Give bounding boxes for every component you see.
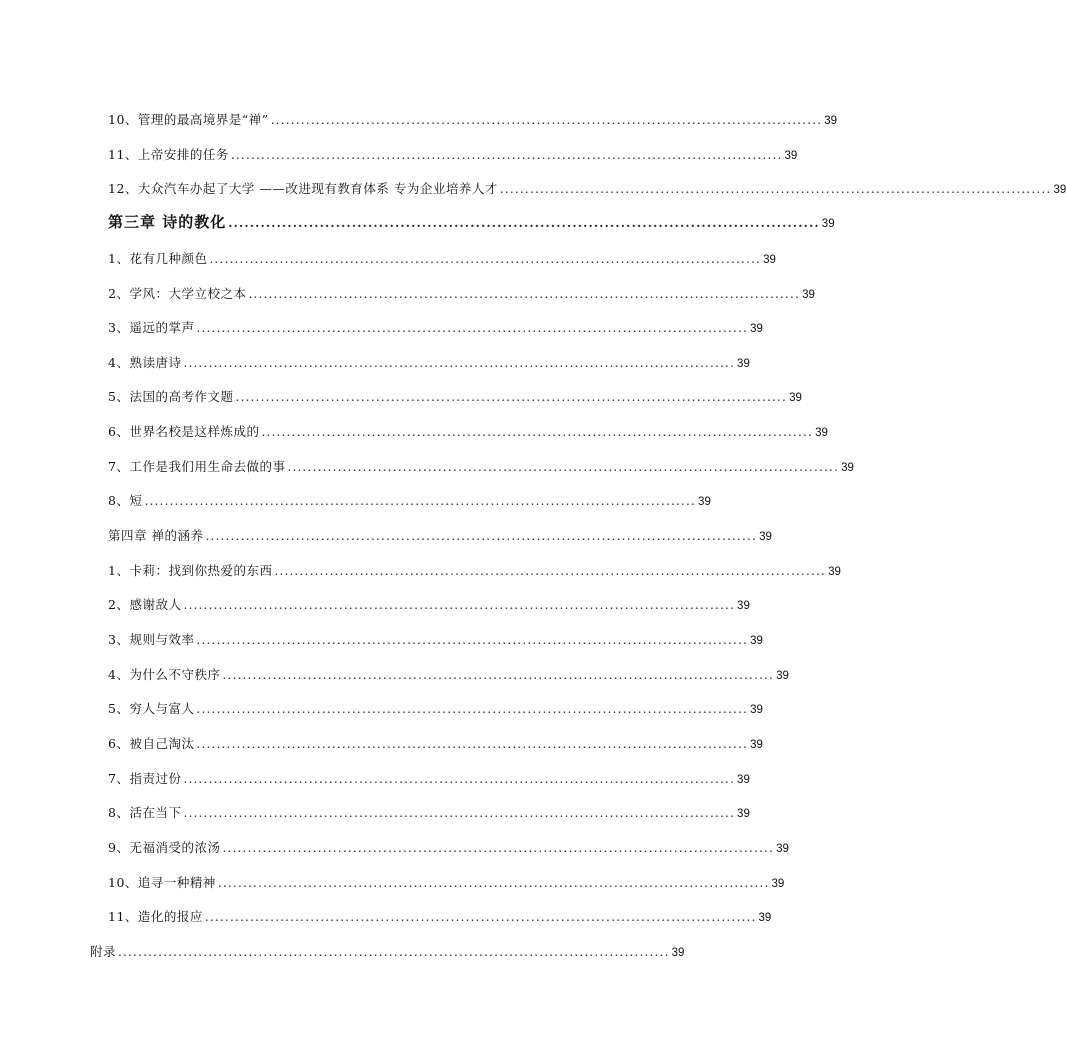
toc-entry-title: 7、工作是我们用生命去做的事: [108, 459, 286, 474]
toc-entry-title: 3、遥远的掌声: [108, 320, 195, 335]
toc-page-number: 39: [759, 531, 772, 543]
toc-page-number: 39: [698, 496, 711, 508]
toc-leader-dots: ..............................................................................................................: [235, 390, 788, 404]
toc-entry[interactable]: [108, 493, 711, 510]
toc-leader-dots: ..............................................................................................................: [230, 148, 783, 162]
toc-entry[interactable]: [108, 736, 763, 753]
toc-leader-dots: ..............................................................................................................: [248, 287, 801, 301]
toc-leader-dots: ..............................................................................................................: [118, 945, 670, 959]
toc-page-number: 39: [737, 774, 750, 786]
toc-entry[interactable]: [108, 875, 785, 892]
toc-page-number: 39: [789, 392, 802, 404]
toc-entry-title: 2、学风：大学立校之本: [108, 286, 247, 301]
toc-chapter-title: 第三章 诗的教化: [108, 213, 227, 231]
toc-entry-title: 3、规则与效率: [108, 632, 195, 647]
toc-entry[interactable]: [108, 320, 763, 337]
toc-leader-dots: ..............................................................................................................: [183, 806, 736, 820]
toc-page-number: 39: [737, 358, 750, 370]
toc-entry-title: 12、大众汽车办起了大学 ——改进现有教育体系 专为企业培养人才: [108, 181, 498, 196]
toc-page-number: 39: [821, 218, 835, 230]
toc-entry[interactable]: [108, 355, 750, 372]
toc-leader-dots: ..............................................................................................................: [209, 252, 762, 266]
toc-leader-dots: ..............................................................................................................: [499, 182, 1052, 196]
toc-entry-title: 11、上帝安排的任务: [108, 147, 229, 162]
toc-entry-title: 5、穷人与富人: [108, 701, 195, 716]
toc-leader-dots: ..............................................................................................................: [196, 737, 749, 751]
toc-page-number: 39: [763, 254, 776, 266]
toc-entry[interactable]: [108, 459, 854, 476]
toc-entry[interactable]: [108, 147, 798, 164]
toc-leader-dots: ..............................................................................................................: [196, 321, 749, 335]
toc-entry[interactable]: [108, 840, 789, 857]
toc-appendix[interactable]: [90, 944, 685, 961]
toc-entry-title: 10、管理的最高境界是“禅”: [108, 112, 269, 127]
toc-entry-title: 6、被自己淘汰: [108, 736, 195, 751]
toc-leader-dots: ..............................................................................................................: [228, 216, 820, 230]
toc-entry[interactable]: [108, 424, 828, 441]
toc-leader-dots: ..............................................................................................................: [196, 702, 749, 716]
toc-entry[interactable]: [108, 251, 776, 268]
toc-entry-title: 4、熟读唐诗: [108, 355, 182, 370]
toc-entry[interactable]: [108, 112, 838, 129]
toc-entry-title: 1、卡莉：找到你热爱的东西: [108, 563, 273, 578]
toc-page-number: 39: [750, 323, 763, 335]
toc-leader-dots: ..............................................................................................................: [183, 772, 736, 786]
toc-chapter[interactable]: [108, 213, 835, 232]
toc-entry-title: 1、花有几种颜色: [108, 251, 208, 266]
toc-leader-dots: ..............................................................................................................: [222, 841, 775, 855]
toc-entry-title: 8、短: [108, 493, 143, 508]
toc-page-number: 39: [776, 843, 789, 855]
toc-entry[interactable]: [108, 181, 1066, 198]
toc-leader-dots: ..............................................................................................................: [205, 529, 758, 543]
toc-entry[interactable]: [108, 563, 841, 580]
toc-chapter-title: 第四章 禅的涵养: [108, 528, 204, 543]
toc-entry[interactable]: [108, 632, 763, 649]
toc-page-number: 39: [750, 704, 763, 716]
toc-leader-dots: ..............................................................................................................: [287, 460, 840, 474]
toc-entry[interactable]: [108, 389, 802, 406]
toc-page-number: 39: [784, 150, 798, 162]
toc-page-number: 39: [1053, 184, 1066, 196]
toc-entry[interactable]: [108, 286, 815, 303]
toc-leader-dots: ..............................................................................................................: [217, 876, 770, 890]
toc-page-number: 39: [841, 462, 854, 474]
toc-page-number: 39: [815, 427, 828, 439]
toc-entry[interactable]: [108, 805, 750, 822]
toc-page-number: 39: [802, 289, 815, 301]
toc-entry-title: 11、造化的报应: [108, 909, 203, 924]
toc-leader-dots: ..............................................................................................................: [196, 633, 749, 647]
toc-page-number: 39: [737, 600, 750, 612]
toc-leader-dots: ..............................................................................................................: [204, 910, 757, 924]
toc-page-number: 39: [750, 635, 763, 647]
toc-entry[interactable]: [108, 771, 750, 788]
toc-entry-title: 8、活在当下: [108, 805, 182, 820]
toc-page-number: 39: [824, 115, 838, 127]
toc-appendix-title: 附录: [90, 944, 117, 959]
toc-entry[interactable]: [108, 909, 772, 926]
toc-entry-title: 9、无福消受的浓汤: [108, 840, 221, 855]
toc-page-number: 39: [737, 808, 750, 820]
toc-leader-dots: ..............................................................................................................: [274, 564, 827, 578]
toc-entry-title: 2、感谢敌人: [108, 597, 182, 612]
toc-page-number: 39: [750, 739, 763, 751]
toc-entry-title: 7、指责过份: [108, 771, 182, 786]
toc-entry[interactable]: [108, 701, 763, 718]
toc-leader-dots: ..............................................................................................................: [261, 425, 814, 439]
toc-page-number: 39: [771, 878, 785, 890]
toc-entry-title: 10、追寻一种精神: [108, 875, 216, 890]
toc-chapter[interactable]: [108, 528, 772, 545]
toc-page-number: 39: [758, 912, 772, 924]
toc-leader-dots: ..............................................................................................................: [144, 494, 697, 508]
toc-entry-title: 6、世界名校是这样炼成的: [108, 424, 260, 439]
toc-page-number: 39: [828, 566, 841, 578]
toc-leader-dots: ..............................................................................................................: [183, 598, 736, 612]
toc-entry-title: 5、法国的高考作文题: [108, 389, 234, 404]
toc-page-number: 39: [776, 670, 789, 682]
toc-leader-dots: ..............................................................................................................: [270, 113, 823, 127]
toc-entry-title: 4、为什么不守秩序: [108, 667, 221, 682]
toc-page-number: 39: [671, 947, 685, 959]
toc-entry[interactable]: [108, 597, 750, 614]
toc-leader-dots: ..............................................................................................................: [222, 668, 775, 682]
toc-leader-dots: ..............................................................................................................: [183, 356, 736, 370]
toc-entry[interactable]: [108, 667, 789, 684]
